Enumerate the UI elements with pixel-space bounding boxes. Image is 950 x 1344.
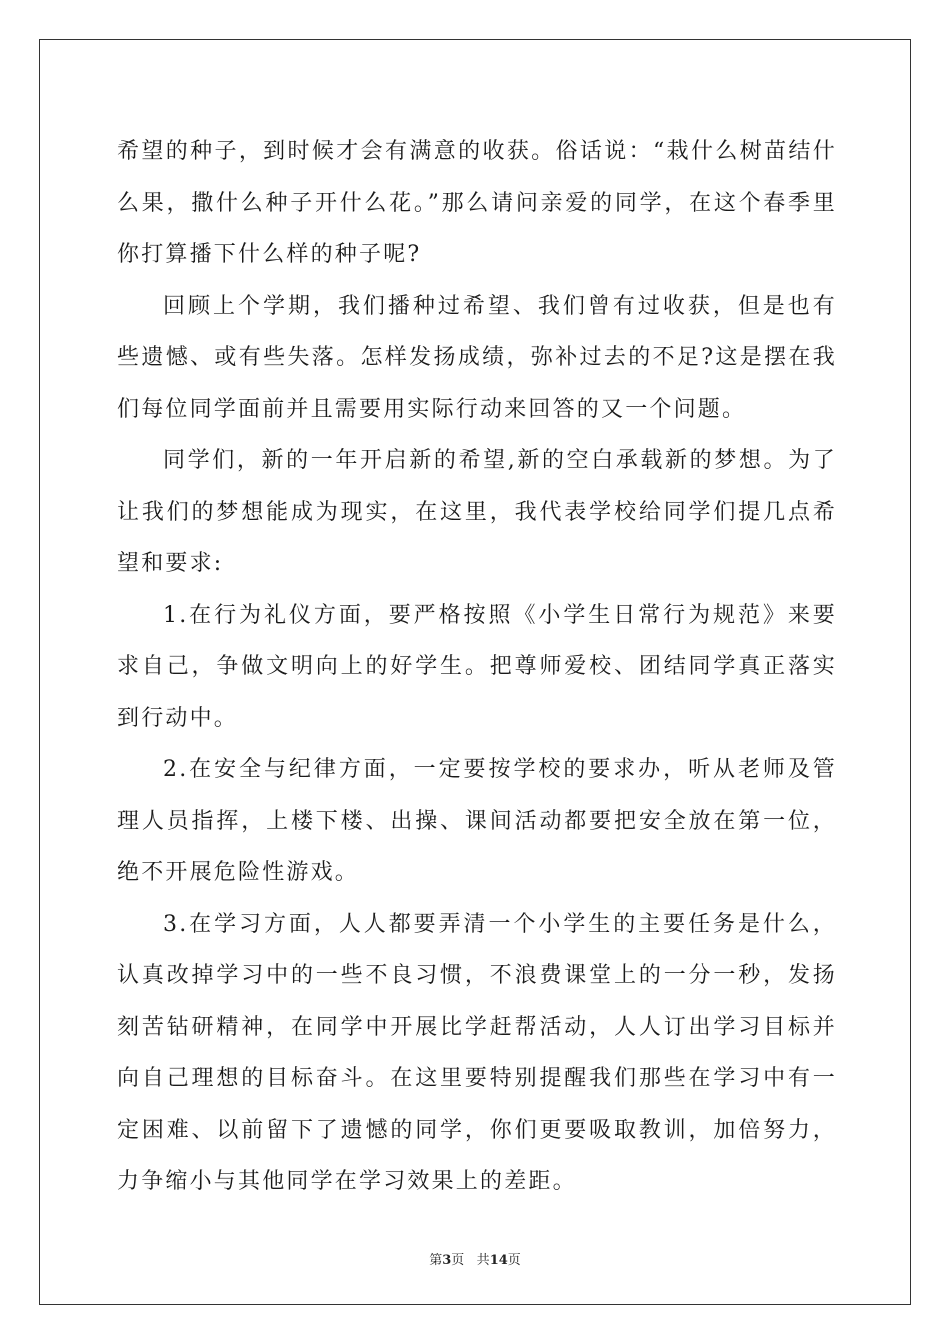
paragraph-4: 1.在行为礼仪方面，要严格按照《小学生日常行为规范》来要求自己，争做文明向上的好学生。把尊师爱校、团结同学真正落实到行动中。: [117, 602, 837, 731]
paragraph-2: 回顾上个学期，我们播种过希望、我们曾有过收获，但是也有些遗憾、或有些失落。怎样发扬成绩，弥补过去的不足?这是摆在我们每位同学面前并且需要用实际行动来回答的又一个问题。: [117, 293, 837, 422]
page-footer: [0, 1249, 950, 1268]
footer-total-suffix: 页: [507, 1253, 521, 1268]
paragraph-5: 2.在安全与纪律方面，一定要按学校的要求办，听从老师及管理人员指挥，上楼下楼、出操、课间活动都要把安全放在第一位，绝不开展危险性游戏。: [117, 757, 837, 885]
footer-page-number: 3: [442, 1253, 452, 1268]
footer-prefix: 第: [429, 1253, 443, 1268]
footer-page-suffix: 页: [451, 1253, 465, 1268]
document-body: [117, 126, 837, 1208]
footer-total-prefix: 共: [476, 1253, 490, 1268]
footer-total-pages: 14: [489, 1253, 508, 1268]
paragraph-6: 3.在学习方面，人人都要弄清一个小学生的主要任务是什么，认真改掉学习中的一些不良习惯，不浪费课堂上的一分一秒，发扬刻苦钻研精神，在同学中开展比学赶帮活动，人人订出学习目标并向自己理想的目标奋斗。在这里要特别提醒我们那些在学习中有一定困难、以前留下了遗憾的同学，你们更要吸取教训，加倍努力，力争缩小与其他同学在学习效果上的差距。: [117, 911, 837, 1194]
paragraph-1: 希望的种子，到时候才会有满意的收获。俗话说：“栽什么树苗结什么果，撒什么种子开什么花。”那么请问亲爱的同学，在这个春季里你打算播下什么样的种子呢?: [117, 139, 837, 267]
paragraph-3: 同学们，新的一年开启新的希望,新的空白承载新的梦想。为了让我们的梦想能成为现实，在这里，我代表学校给同学们提几点希望和要求:: [117, 448, 837, 576]
